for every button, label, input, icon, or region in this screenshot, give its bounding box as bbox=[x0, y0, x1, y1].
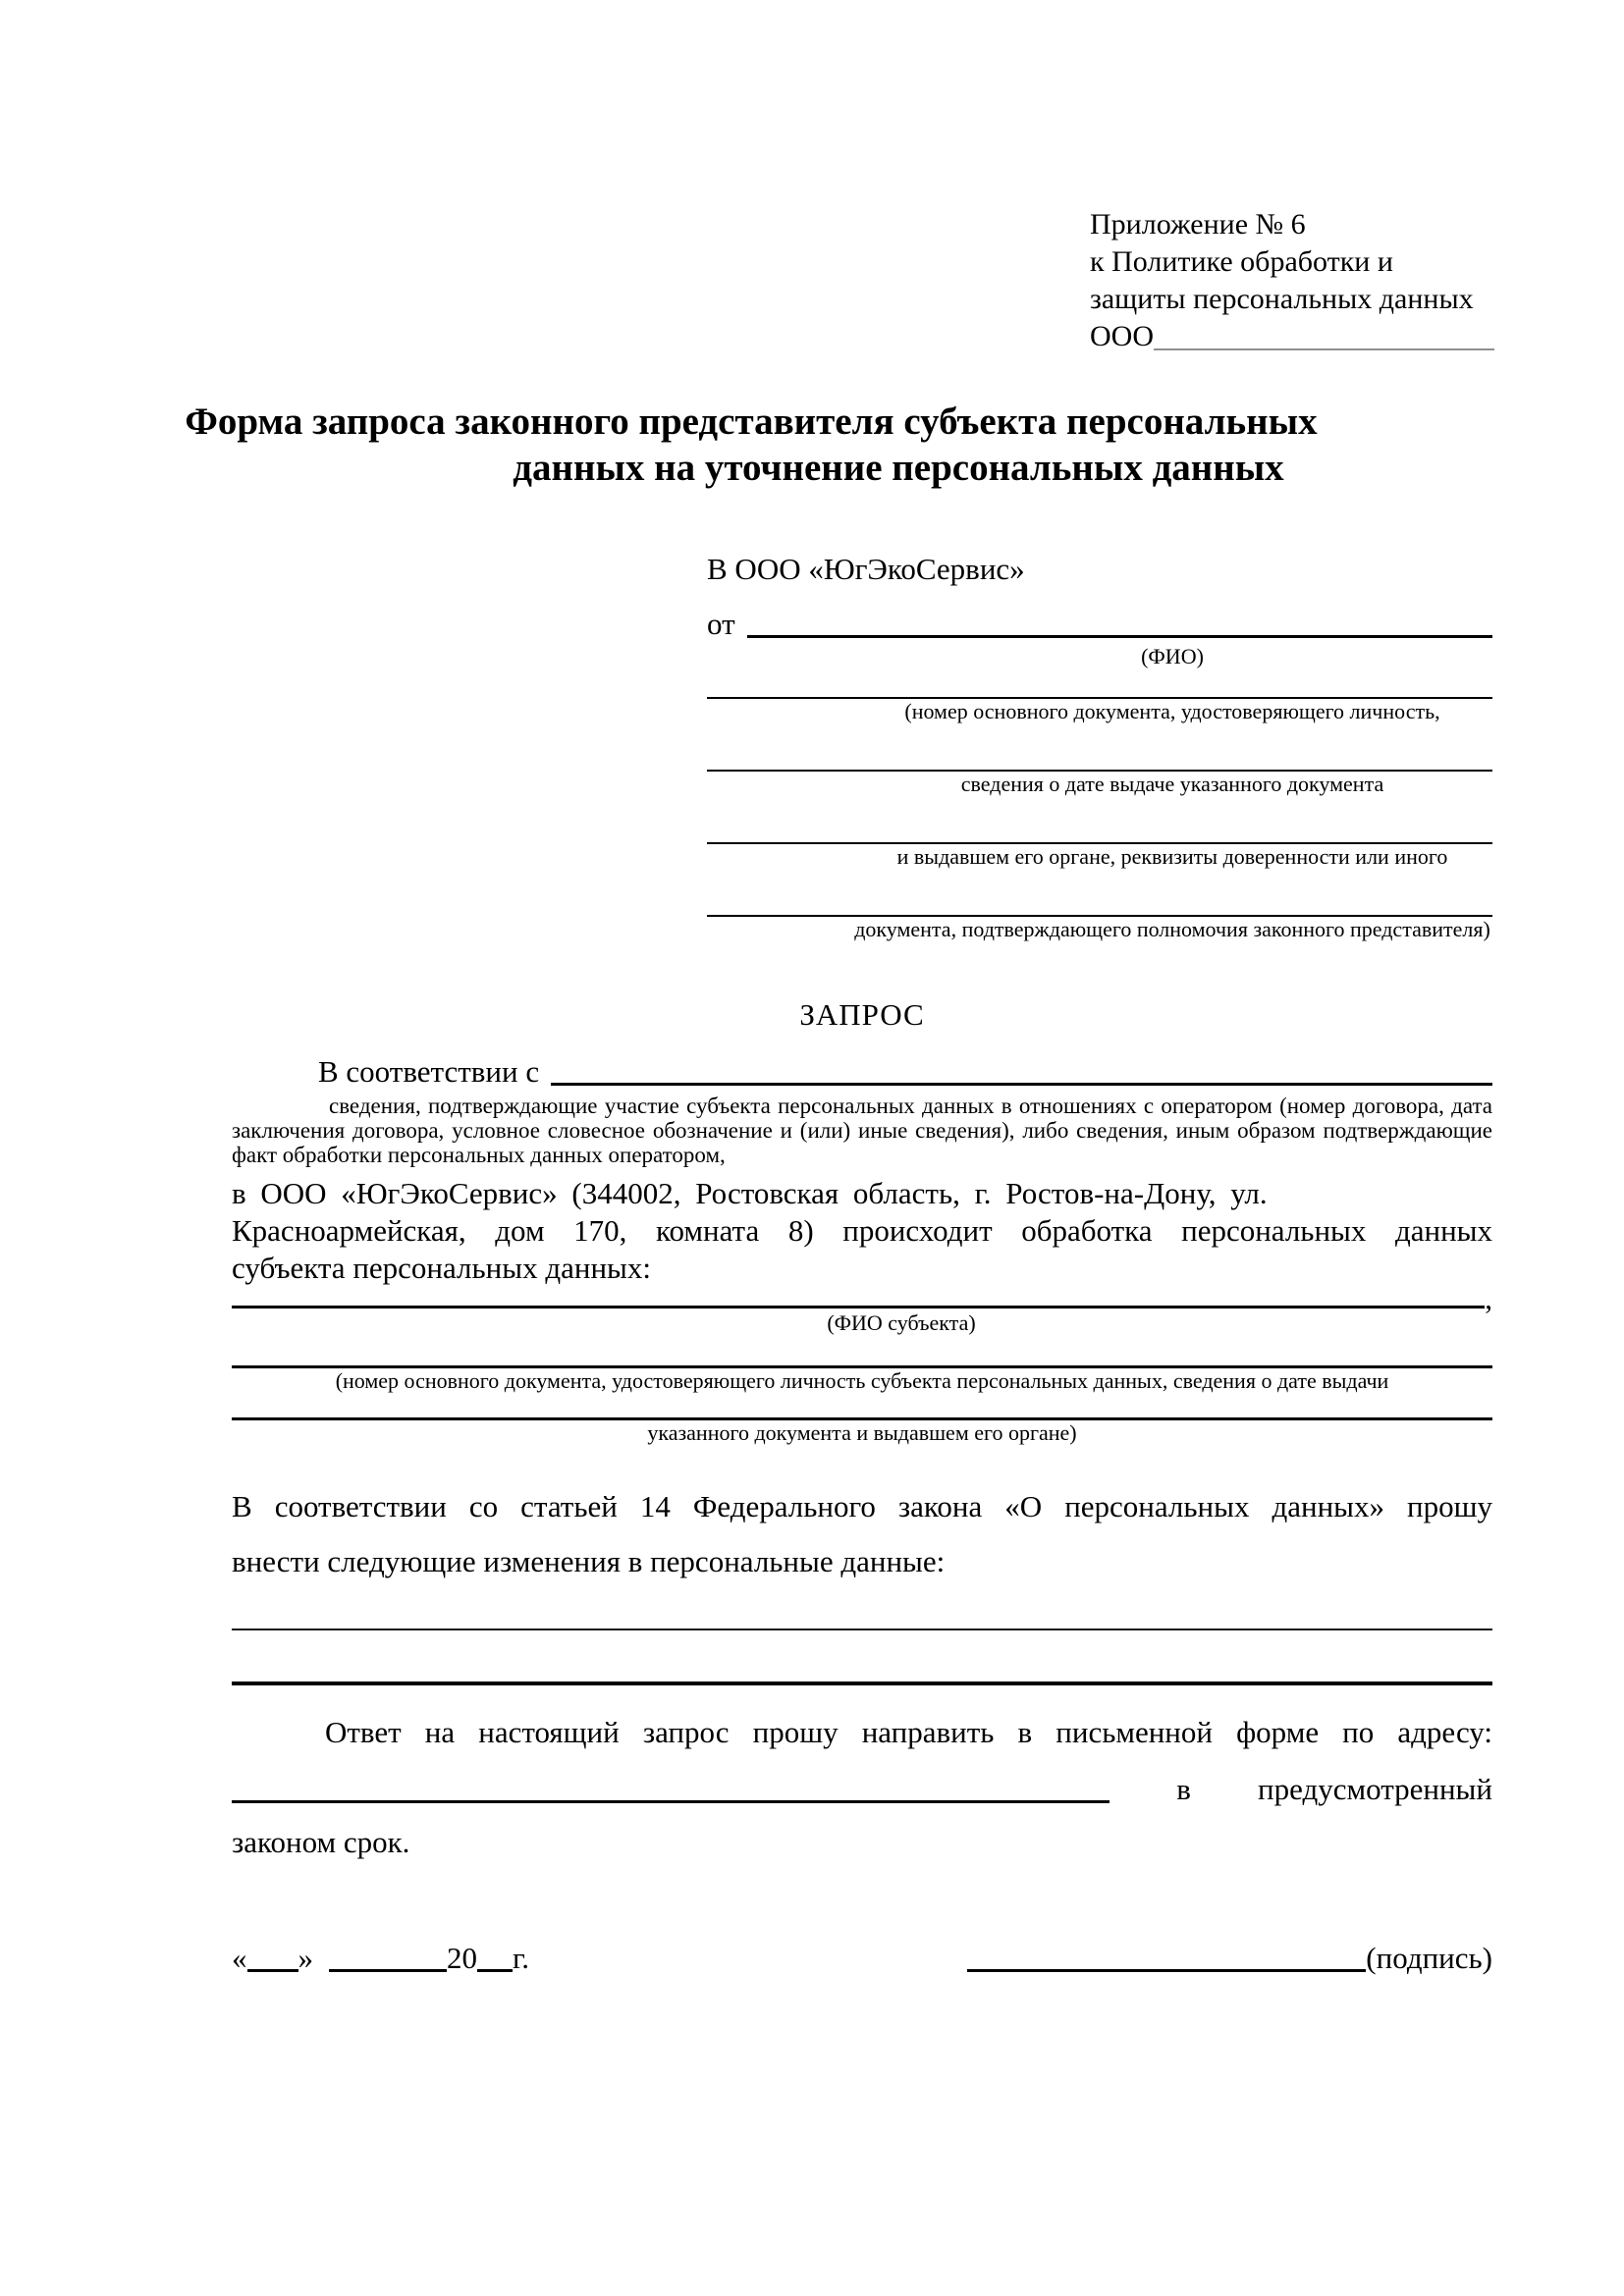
appendix-line-2: к Политике обработки и bbox=[1090, 245, 1393, 278]
date-signature-row bbox=[232, 1939, 1492, 1978]
operator-paragraph-line-3: субъекта персональных данных: bbox=[232, 1251, 651, 1285]
accordance-blank-line bbox=[551, 1083, 1492, 1086]
date-close-quote: » bbox=[298, 1941, 313, 1975]
date-open-quote: « bbox=[232, 1941, 247, 1975]
small-print-note: сведения, подтверждающие участие субъекта персональных данных в отношениях с оператором (номер договора, дата заключения договора, условное словесное обозначение и (или) иные сведения), либо сведения, иным образом подтверждающие факт обработки персональных данных оператором, bbox=[232, 1094, 1492, 1167]
reply-address-blank-line bbox=[232, 1800, 1110, 1803]
signature-group bbox=[967, 1939, 1492, 1978]
accordance-lead: В соответствии с bbox=[318, 1054, 540, 1089]
reply-paragraph-line-3: законом срок. bbox=[232, 1825, 410, 1859]
subject-name-row bbox=[232, 1281, 1492, 1315]
date-year-suffix: г. bbox=[513, 1941, 529, 1975]
appendix-line-1: Приложение № 6 bbox=[1090, 208, 1306, 240]
from-label: от bbox=[707, 607, 735, 641]
subject-doc-caption-1: (номер основного документа, удостоверяющего личность субъекта персональных данных, сведения о дате выдачи bbox=[335, 1368, 1389, 1393]
representative-doc-caption-1: (номер основного документа, удостоверяющего личность, bbox=[904, 699, 1440, 723]
reply-paragraph-line-1: Ответ на настоящий запрос прошу направить в письменной форме по адресу: bbox=[325, 1715, 1492, 1749]
recipient-organization: В ООО «ЮгЭкоСервис» bbox=[707, 552, 1025, 586]
signature-blank-line bbox=[967, 1969, 1366, 1972]
reply-word-v: в bbox=[1176, 1772, 1191, 1806]
date-year-prefix: 20 bbox=[447, 1941, 477, 1975]
subject-name-blank-line bbox=[232, 1306, 1485, 1308]
operator-paragraph-line-1: в ООО «ЮгЭкоСервис» (344002, Ростовская область, г. Ростов-на-Дону, ул. bbox=[232, 1176, 1268, 1210]
appendix-line-3: защиты персональных данных bbox=[1090, 283, 1474, 315]
fio-caption: (ФИО) bbox=[1141, 644, 1204, 668]
appendix-ooo-label: ООО bbox=[1090, 320, 1154, 352]
subject-fio-caption: (ФИО субъекта) bbox=[827, 1310, 976, 1335]
accordance-row bbox=[232, 1052, 1492, 1092]
changes-blank-line-1 bbox=[232, 1629, 1492, 1630]
date-group bbox=[232, 1939, 529, 1978]
changes-blank-line-2 bbox=[232, 1682, 1492, 1685]
subject-doc-caption-2: указанного документа и выдавшем его органе) bbox=[647, 1420, 1077, 1445]
date-month-blank-line bbox=[329, 1969, 447, 1972]
appendix-ooo-row bbox=[1090, 318, 1494, 355]
recipient-block bbox=[707, 550, 1492, 942]
representative-name-blank-line bbox=[747, 635, 1492, 638]
reply-word-predusmotrennyi: предусмотренный bbox=[1258, 1772, 1492, 1806]
company-name-blank-line bbox=[1154, 348, 1494, 350]
article-paragraph bbox=[232, 1479, 1492, 1589]
operator-paragraph bbox=[232, 1175, 1492, 1287]
representative-doc-caption-3: и выдавшем его органе, реквизиты доверенности или иного bbox=[896, 844, 1448, 869]
title-line-2: данных на уточнение персональных данных bbox=[513, 447, 1284, 489]
title-line-1: Форма запроса законного представителя субъекта персональных bbox=[185, 400, 1318, 443]
operator-paragraph-line-2: Красноармейская, дом 170, комната 8) происходит обработка персональных данных bbox=[232, 1213, 1492, 1248]
subject-name-comma: , bbox=[1485, 1281, 1492, 1315]
from-row bbox=[707, 605, 1492, 644]
representative-doc-caption-2: сведения о дате выдаче указанного документа bbox=[960, 772, 1384, 796]
request-heading: ЗАПРОС bbox=[799, 997, 925, 1032]
appendix-block bbox=[1090, 206, 1494, 355]
date-year-blank-line bbox=[477, 1969, 513, 1972]
signature-caption: (подпись) bbox=[1366, 1941, 1492, 1975]
article-paragraph-line-2: внести следующие изменения в персональные данные: bbox=[232, 1544, 946, 1578]
date-day-blank-line bbox=[247, 1969, 298, 1972]
article-paragraph-line-1: В соответствии со статьей 14 Федерального закона «О персональных данных» прошу bbox=[232, 1489, 1492, 1523]
reply-address-row bbox=[232, 1770, 1492, 1809]
document-title bbox=[185, 399, 1492, 491]
representative-doc-caption-4: документа, подтверждающего полномочия законного представителя) bbox=[854, 917, 1490, 941]
